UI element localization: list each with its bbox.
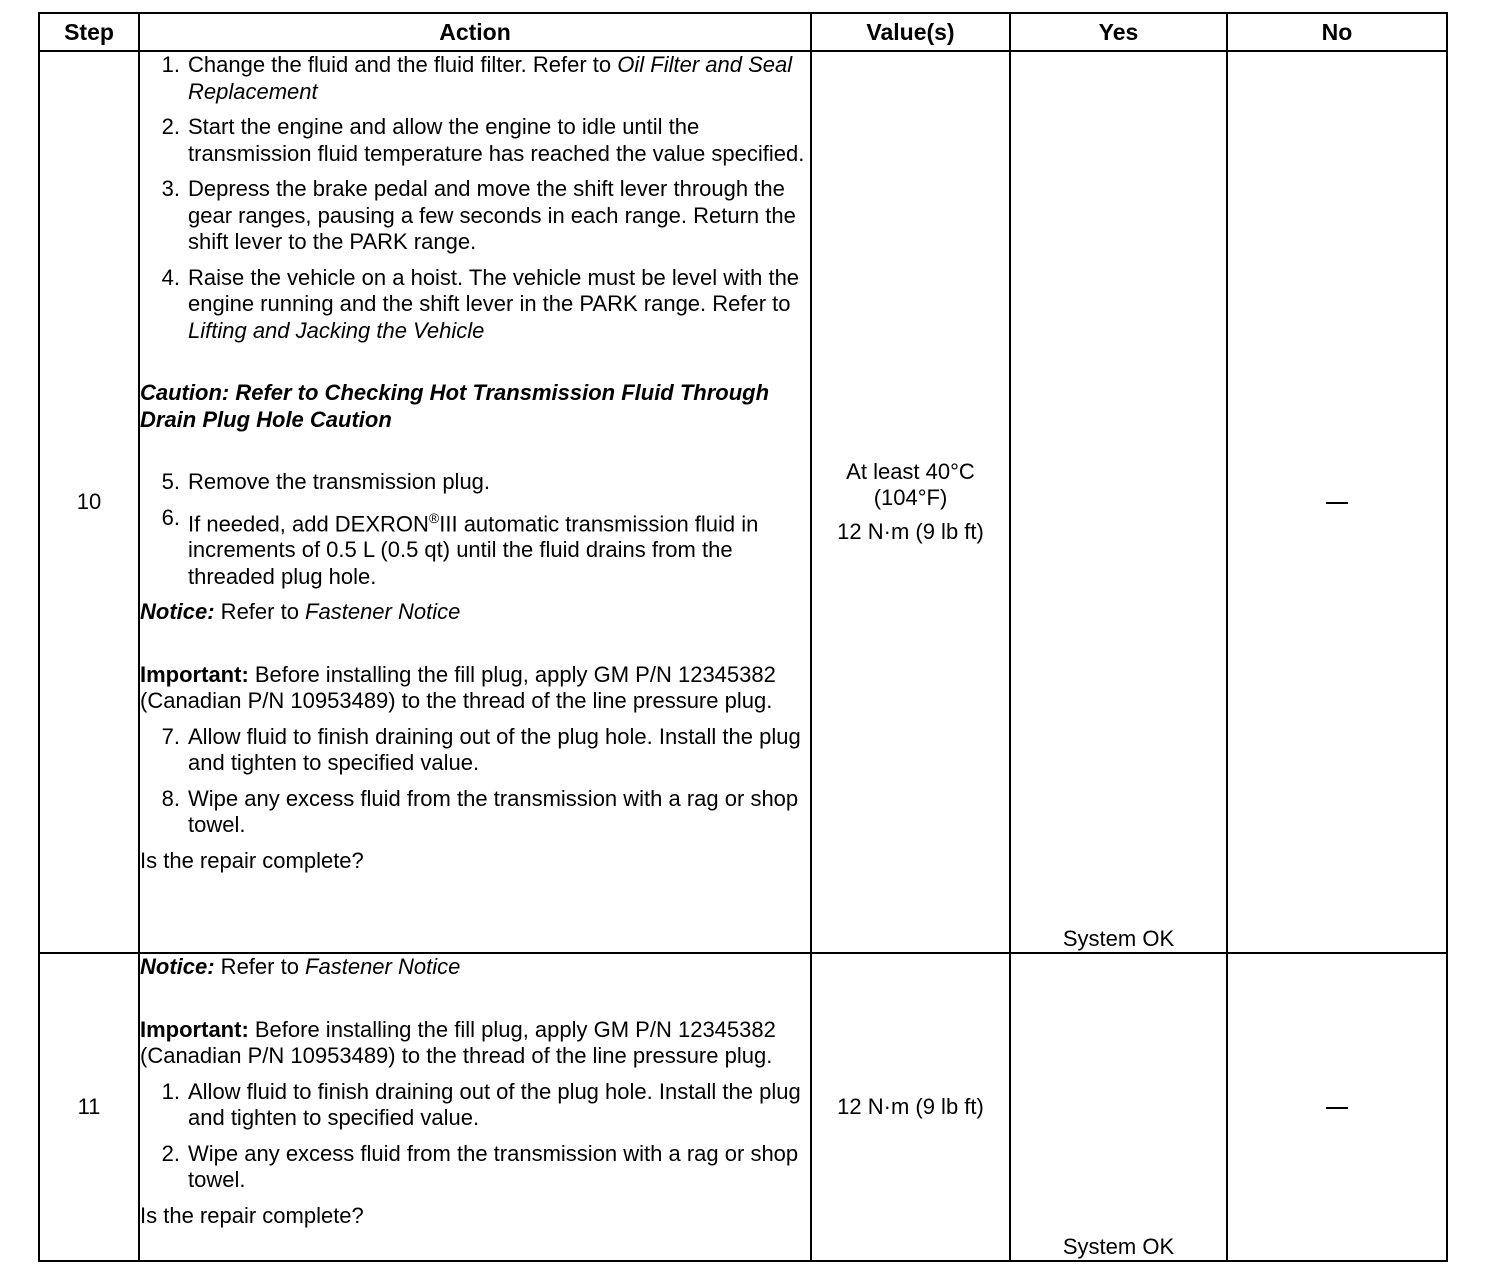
item-number: 1.	[161, 52, 180, 77]
yes-cell: System OK	[1010, 953, 1227, 1261]
item-text	[188, 505, 810, 591]
dash-mark	[1326, 1107, 1348, 1109]
item-text: Depress the brake pedal and move the shift lever through the gear ranges, pausing a few seconds in each range. Return the shift lever to the PARK range.	[188, 176, 796, 254]
value-torque: 12 N·m (9 lb ft)	[837, 1094, 984, 1119]
header-values: Value(s)	[811, 13, 1010, 51]
registered-mark: ®	[428, 509, 440, 526]
notice-text: Refer to	[214, 954, 306, 979]
list-item	[140, 1141, 810, 1194]
important-label: Important:	[140, 661, 249, 687]
action-cell	[139, 953, 811, 1261]
item-number: 8.	[161, 785, 180, 811]
item-text-body: Change the fluid and the fluid filter. Refer to	[188, 52, 618, 77]
notice-label: Notice:	[140, 599, 215, 625]
action-cell	[139, 51, 811, 953]
header-no: No	[1227, 13, 1447, 51]
item-text-body: Raise the vehicle on a hoist. The vehicle must be level with the engine running and the shift lever in the PARK range. Refer to	[188, 264, 800, 316]
item-number: 7.	[161, 723, 180, 749]
notice-note	[140, 599, 810, 626]
item-text: Start the engine and allow the engine to idle until the transmission fluid temperature has reached the value specified.	[188, 114, 805, 166]
list-item	[140, 114, 810, 167]
list-item	[140, 469, 810, 496]
notice-reference: Fastener Notice	[305, 599, 461, 625]
caution-note: Caution: Refer to Checking Hot Transmission Fluid Through Drain Plug Hole Caution	[140, 380, 770, 432]
important-label: Important:	[140, 1016, 249, 1042]
repair-question: Is the repair complete?	[140, 1202, 364, 1228]
item-number: 3.	[161, 176, 180, 201]
diagnostic-table	[38, 12, 1448, 1262]
notice-label: Notice:	[140, 954, 215, 979]
item-reference: Lifting and Jacking the Vehicle	[188, 317, 485, 343]
yes-cell: System OK	[1010, 51, 1227, 953]
list-item	[140, 786, 810, 839]
item-text	[188, 265, 810, 345]
notice-note	[140, 954, 810, 981]
item-text-pre: If needed, add DEXRON	[188, 510, 429, 536]
values-cell	[811, 953, 1010, 1261]
important-note	[140, 1017, 810, 1070]
item-text: Wipe any excess fluid from the transmission with a rag or shop towel.	[188, 1140, 799, 1192]
list-item	[140, 724, 810, 777]
values-cell	[811, 51, 1010, 953]
item-number: 4.	[161, 264, 180, 290]
list-item	[140, 265, 810, 345]
header-step: Step	[39, 13, 139, 51]
item-text: Allow fluid to finish draining out of the plug hole. Install the plug and tighten to specified value.	[188, 1078, 801, 1130]
important-text: Before installing the fill plug, apply GM P/N 12345382 (Canadian P/N 10953489) to the thread of the line pressure plug.	[140, 661, 776, 714]
header-row	[39, 13, 1447, 51]
step-row-11	[39, 953, 1447, 1261]
important-note	[140, 662, 810, 715]
item-text	[188, 52, 810, 105]
repair-question: Is the repair complete?	[140, 847, 364, 873]
item-number: 2.	[161, 114, 180, 139]
value-temp: At least 40°C	[846, 459, 975, 484]
item-reference: Oil Filter and Seal Replacement	[188, 52, 793, 104]
step-number: 11	[39, 953, 139, 1261]
list-item	[140, 505, 810, 591]
no-cell	[1227, 953, 1447, 1261]
item-number: 2.	[161, 1140, 180, 1166]
list-item	[140, 52, 810, 105]
step-number: 10	[39, 51, 139, 953]
value-torque: 12 N·m (9 lb ft)	[837, 519, 984, 544]
item-text: Allow fluid to finish draining out of the plug hole. Install the plug and tighten to specified value.	[188, 723, 801, 776]
item-text: Wipe any excess fluid from the transmission with a rag or shop towel.	[188, 785, 799, 838]
important-text: Before installing the fill plug, apply GM P/N 12345382 (Canadian P/N 10953489) to the thread of the line pressure plug.	[140, 1016, 776, 1068]
header-yes: Yes	[1010, 13, 1227, 51]
list-item	[140, 176, 810, 256]
dash-mark	[1326, 502, 1348, 504]
item-number: 6.	[161, 504, 180, 530]
list-item	[140, 1079, 810, 1132]
item-number: 1.	[161, 1078, 180, 1104]
step-row-10	[39, 51, 1447, 953]
value-temp-f: (104°F)	[873, 485, 948, 510]
notice-reference: Fastener Notice	[305, 954, 461, 979]
no-cell	[1227, 51, 1447, 953]
header-action: Action	[139, 13, 811, 51]
item-number: 5.	[161, 469, 180, 494]
notice-text: Refer to	[214, 599, 306, 625]
item-text: Remove the transmission plug.	[188, 469, 491, 494]
item-text-post: III automatic transmission fluid in increments of 0.5 L (0.5 qt) until the fluid drains from the threaded plug hole.	[188, 510, 759, 589]
